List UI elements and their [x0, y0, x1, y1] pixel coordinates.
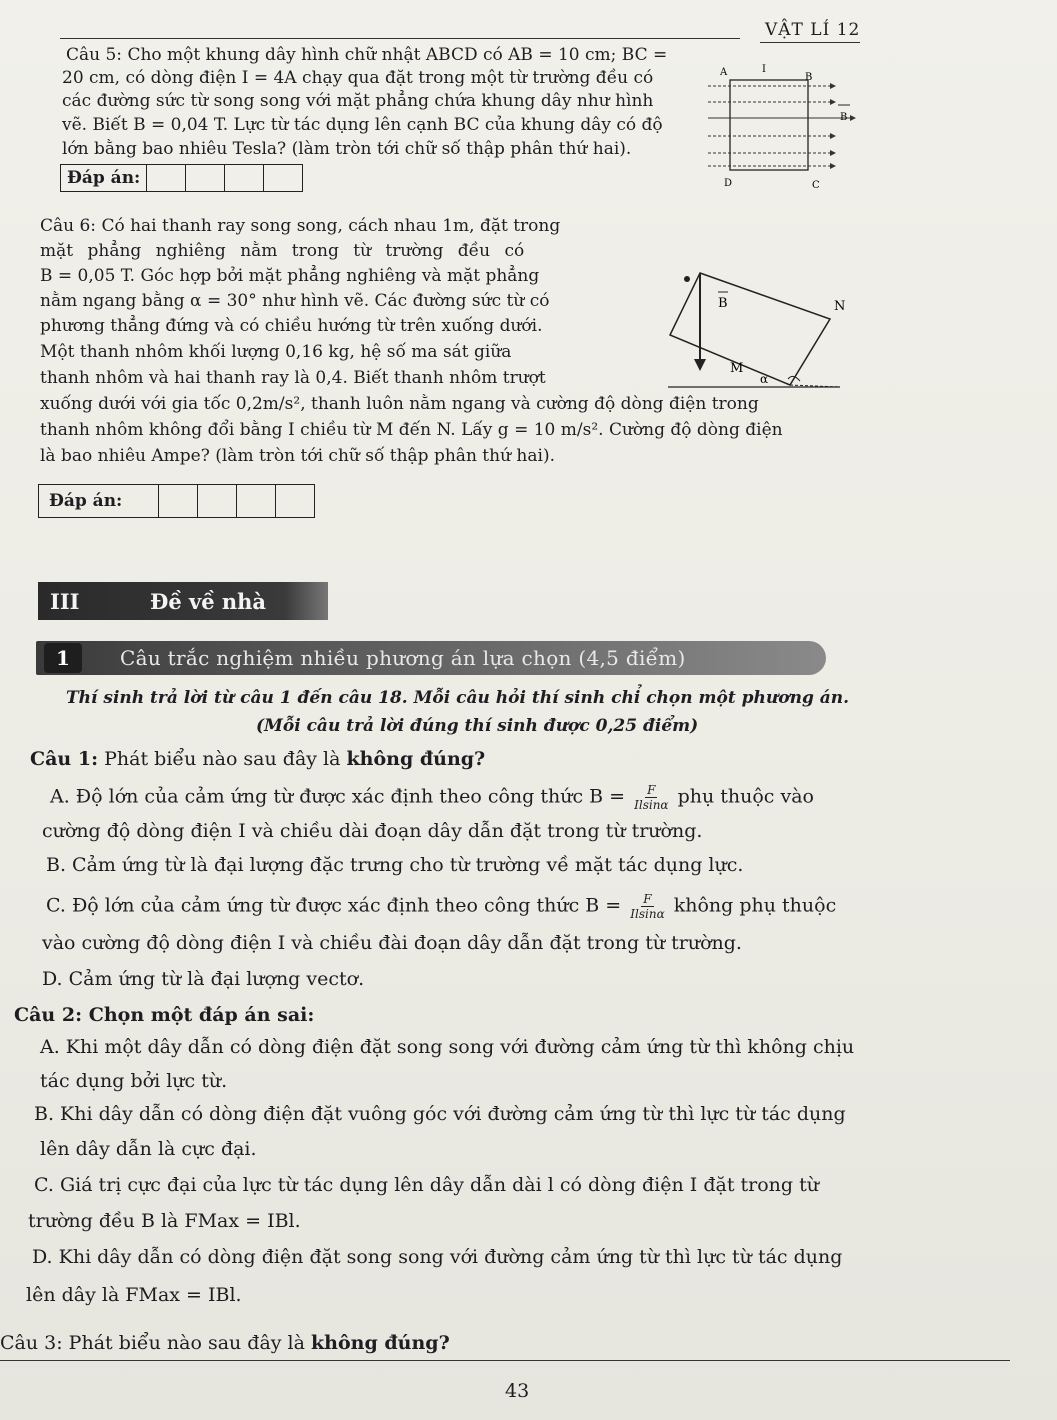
mc1-emphasis: không đúng?	[346, 748, 486, 770]
q5-line-5: lớn bằng bao nhiêu Tesla? (làm tròn tới chữ số thập phân thứ hai).	[62, 139, 632, 159]
section-3-number: III	[50, 588, 80, 614]
mc3-emphasis: không đúng?	[311, 1332, 450, 1354]
mc3-stem	[0, 1334, 450, 1353]
formula-fraction	[634, 783, 668, 812]
mc1-c-text: C. Độ lớn của cảm ứng từ được xác định theo công thức B =	[46, 894, 628, 917]
q6-line-4: nằm ngang bằng α = 30° như hình vẽ. Các đường sức từ có	[40, 291, 550, 311]
mc2-option-b-cont: lên dây dẫn là cực đại.	[40, 1138, 257, 1160]
header-rule	[60, 38, 740, 39]
footer-rule	[0, 1360, 1010, 1361]
section-3-title: Đề về nhà	[150, 588, 267, 614]
section-3-banner	[38, 582, 328, 620]
q5-answer-box[interactable]	[60, 164, 303, 192]
point-M-label: M	[730, 361, 744, 376]
section-1-title: Câu trắc nghiệm nhiều phương án lựa chọn (4,5 điểm)	[120, 646, 686, 670]
mc1-c-text-end: không phụ thuộc	[667, 894, 837, 917]
mc1-text: Phát biểu nào sau đây là	[98, 748, 347, 770]
q6-line-10: là bao nhiêu Ampe? (làm tròn tới chữ số thập phân thứ hai).	[40, 446, 555, 466]
q6-answer-cell[interactable]	[198, 485, 237, 517]
q6-line-5: phương thẳng đứng và có chiều hướng từ trên xuống dưới.	[40, 316, 543, 336]
mc1-label: Câu 1:	[30, 748, 99, 770]
fraction-denominator: Ilsinα	[634, 798, 669, 812]
vertex-A-label: A	[720, 67, 728, 78]
q6-line-7: thanh nhôm và hai thanh ray là 0,4. Biết thanh nhôm trượt	[40, 368, 546, 388]
q5-frame-figure	[700, 58, 860, 193]
subject-header: VẬT LÍ 12	[765, 20, 861, 40]
q5-answer-cell[interactable]	[264, 165, 302, 191]
header-rule-right	[760, 42, 860, 43]
q6-answer-cell[interactable]	[159, 485, 198, 517]
instructions-line-1: Thí sinh trả lời từ câu 1 đến câu 18. Mỗi câu hỏi thí sinh chỉ chọn một phương án.	[66, 688, 850, 708]
mc2-option-c[interactable]: C. Giá trị cực đại của lực từ tác dụng lên dây dẫn dài l có dòng điện I đặt trong từ	[34, 1174, 819, 1196]
mc1-option-a[interactable]	[50, 783, 814, 812]
alpha-label: α	[760, 372, 769, 386]
q5-answer-label: Đáp án:	[61, 165, 147, 191]
mc2-option-a-cont: tác dụng bởi lực từ.	[40, 1070, 228, 1092]
q5-answer-cell[interactable]	[186, 165, 225, 191]
q6-line-9: thanh nhôm không đổi bằng I chiều từ M đến N. Lấy g = 10 m/s². Cường độ dòng điện	[40, 420, 783, 440]
q6-answer-label: Đáp án:	[39, 485, 159, 517]
vertex-B-label: B	[805, 72, 813, 83]
mc2-stem: Câu 2: Chọn một đáp án sai:	[14, 1004, 315, 1026]
q6-answer-cell[interactable]	[276, 485, 314, 517]
mc1-a-text: A. Độ lớn của cảm ứng từ được xác định theo công thức B =	[50, 785, 632, 808]
mc1-a-text-end: phụ thuộc vào	[671, 785, 814, 808]
q5-line-2: 20 cm, có dòng điện I = 4A chạy qua đặt trong một từ trường đều có	[62, 68, 654, 88]
mc2-option-d-cont: lên dây là FMax = IBl.	[26, 1284, 242, 1306]
mc1-option-b[interactable]: B. Cảm ứng từ là đại lượng đặc trưng cho từ trường về mặt tác dụng lực.	[46, 854, 744, 876]
instructions-line-2: (Mỗi câu trả lời đúng thí sinh được 0,25 điểm)	[256, 716, 699, 736]
page-number: 43	[505, 1380, 530, 1402]
field-B-label: B	[718, 296, 728, 311]
mc2-option-c-cont: trường đều B là FMax = IBl.	[28, 1210, 301, 1232]
q6-line-3: B = 0,05 T. Góc hợp bởi mặt phẳng nghiêng và mặt phẳng	[40, 266, 540, 286]
rail-end-point	[684, 276, 690, 282]
fraction-numerator: F	[647, 783, 656, 797]
q5-answer-cell[interactable]	[147, 165, 186, 191]
q6-line-1: Câu 6: Có hai thanh ray song song, cách nhau 1m, đặt trong	[40, 216, 561, 236]
mc2-option-d[interactable]: D. Khi dây dẫn có dòng điện đặt song song với đường cảm ứng từ thì lực từ tác dụng	[32, 1246, 843, 1268]
vertex-C-label: C	[812, 180, 820, 191]
point-N-label: N	[834, 299, 846, 314]
arrow-heads	[830, 83, 856, 169]
mc1-stem	[30, 750, 485, 769]
field-arrow-head	[694, 359, 706, 371]
q6-line-2: mặt phẳng nghiêng nằm trong từ trường đều có	[40, 241, 525, 261]
mc1-option-c-cont: vào cường độ dòng điện I và chiều đài đoạn dây dẫn đặt trong từ trường.	[42, 932, 742, 954]
fraction-numerator: F	[643, 892, 652, 906]
current-I-label: I	[762, 64, 766, 75]
q6-line-6: Một thanh nhôm khối lượng 0,16 kg, hệ số ma sát giữa	[40, 342, 512, 362]
mc1-option-d[interactable]: D. Cảm ứng từ là đại lượng vectơ.	[42, 968, 365, 990]
section-1-banner	[36, 641, 826, 675]
field-B-label: B	[840, 112, 848, 123]
mc3-text: Câu 3: Phát biểu nào sau đây là	[0, 1332, 312, 1354]
mc1-option-a-cont: cường độ dòng điện I và chiều dài đoạn dây dẫn đặt trong từ trường.	[42, 820, 703, 842]
formula-fraction	[630, 892, 664, 921]
section-1-number: 1	[44, 643, 82, 673]
mc2-option-a[interactable]: A. Khi một dây dẫn có dòng điện đặt song song với đường cảm ứng từ thì không chịu	[40, 1036, 855, 1058]
fraction-denominator: Ilsinα	[630, 907, 665, 921]
q6-line-8: xuống dưới với gia tốc 0,2m/s², thanh luôn nằm ngang và cường độ dòng điện trong	[40, 394, 759, 414]
incline-plane	[670, 273, 830, 385]
q6-answer-box[interactable]	[38, 484, 315, 518]
q5-line-1: Câu 5: Cho một khung dây hình chữ nhật ABCD có AB = 10 cm; BC =	[66, 45, 668, 65]
field-lines	[708, 86, 850, 166]
q5-line-3: các đường sức từ song song với mặt phẳng chứa khung dây như hình	[62, 91, 654, 111]
frame-rectangle	[730, 80, 808, 170]
mc2-option-b[interactable]: B. Khi dây dẫn có dòng điện đặt vuông góc với đường cảm ứng từ thì lực từ tác dụng	[34, 1103, 846, 1125]
q5-answer-cell[interactable]	[225, 165, 264, 191]
vertex-D-label: D	[724, 178, 733, 189]
q6-incline-figure	[660, 255, 860, 395]
q5-line-4: vẽ. Biết B = 0,04 T. Lực từ tác dụng lên cạnh BC của khung dây có độ	[62, 115, 663, 135]
q6-answer-cell[interactable]	[237, 485, 276, 517]
mc1-option-c[interactable]	[46, 892, 836, 921]
